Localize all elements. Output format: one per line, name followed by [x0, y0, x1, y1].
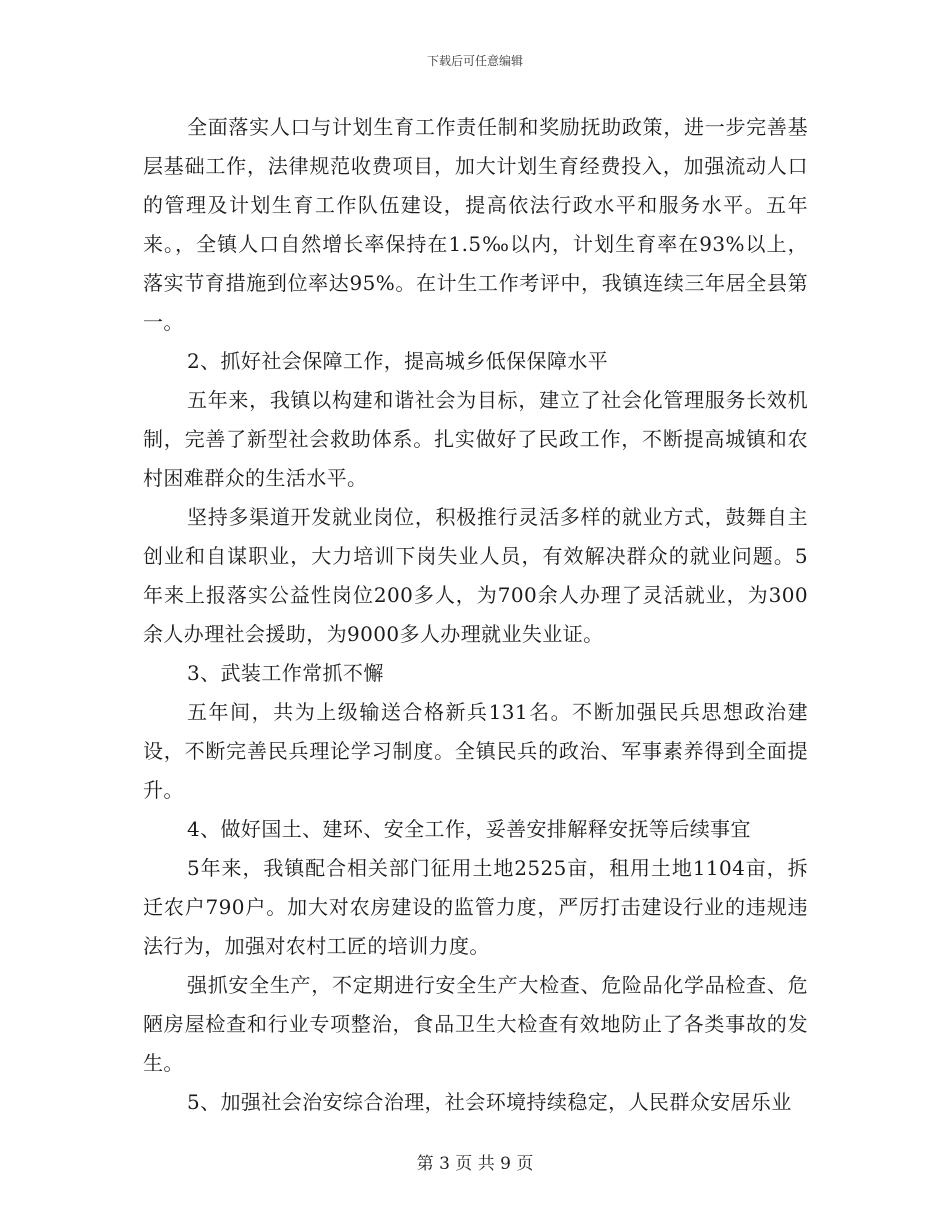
heading-social-security: 2、抓好社会保障工作，提高城乡低保保障水平: [187, 349, 609, 373]
paragraph-social-assistance: 五年来，我镇以构建和谐社会为目标，建立了社会化管理服务长效机制，完善了新型社会救助体系。扎实做好了民政工作，不断提高城镇和农村困难群众的生活水平。: [143, 388, 808, 490]
paragraph-employment: 坚持多渠道开发就业岗位，积极推行灵活多样的就业方式，鼓舞自主创业和自谋职业，大力培训下岗失业人员，有效解决群众的就业问题。5年来上报落实公益性岗位200多人，为700余人办理了灵活就业，为300余人办理社会援助，为9000多人办理就业失业证。: [143, 505, 808, 646]
document-body: [143, 108, 808, 1122]
paragraph-land-requisition: 5年来，我镇配合相关部门征用土地2525亩，租用土地1104亩，拆迁农户790户。加大对农房建设的监管力度，严厉打击建设行业的违规违法行为，加强对农村工匠的培训力度。: [143, 856, 808, 958]
paragraph-militia: 五年间，共为上级输送合格新兵131名。不断加强民兵思想政治建设，不断完善民兵理论学习制度。全镇民兵的政治、军事素养得到全面提升。: [143, 700, 808, 802]
heading-armed-forces: 3、武装工作常抓不懈: [187, 661, 384, 685]
heading-land-safety: 4、做好国土、建环、安全工作，妥善安排解释安抚等后续事宜: [187, 817, 751, 841]
page-header: 下载后可任意编辑: [426, 54, 523, 68]
paragraph-family-planning: 全面落实人口与计划生育工作责任制和奖励抚助政策，进一步完善基层基础工作，法律规范收费项目，加大计划生育经费投入，加强流动人口的管理及计划生育工作队伍建设，提高依法行政水平和服务水平。五年来。，全镇人口自然增长率保持在1.5‰以内，计划生育率在93%以上，落实节育措施到位率达95%。在计生工作考评中，我镇连续三年居全县第一。: [143, 115, 808, 334]
page-number: 第 3 页 共 9 页: [416, 1154, 534, 1174]
heading-public-security: 5、加强社会治安综合治理，社会环境持续稳定，人民群众安居乐业: [187, 1090, 792, 1114]
paragraph-production-safety: 强抓安全生产，不定期进行安全生产大检查、危险品化学品检查、危陋房屋检查和行业专项整治，食品卫生大检查有效地防止了各类事故的发生。: [143, 973, 808, 1075]
